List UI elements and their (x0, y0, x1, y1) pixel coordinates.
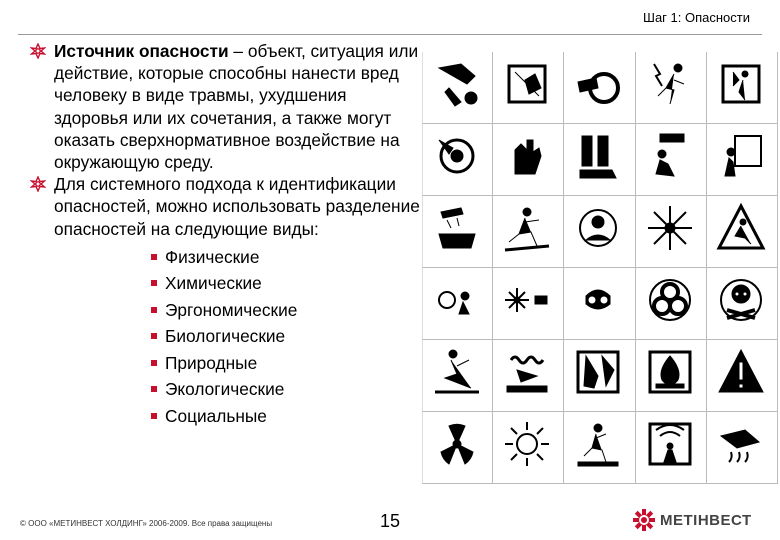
square-bullet-icon (151, 307, 157, 313)
hazard-pictogram-cell (636, 52, 707, 124)
definition-term: Источник опасности (54, 41, 229, 61)
flammable-icon (644, 346, 696, 398)
corrosive-icon (431, 202, 483, 254)
hazard-pictogram-cell (636, 412, 707, 484)
poison-skull-icon (715, 274, 767, 326)
list-item (151, 376, 420, 403)
crush-hazard-icon (431, 58, 483, 110)
square-bullet-icon (151, 280, 157, 286)
laser-beam-icon (501, 274, 553, 326)
list-item (151, 297, 420, 324)
header-divider (18, 34, 762, 35)
bullet-classification (30, 173, 420, 240)
eye-protection-icon (572, 274, 624, 326)
hand-roller-icon (572, 58, 624, 110)
cut-hazard-icon (572, 346, 624, 398)
hazard-pictogram-cell (636, 340, 707, 412)
trip-hazard-icon (431, 346, 483, 398)
laser-icon (431, 274, 483, 326)
square-bullet-icon (151, 254, 157, 260)
hazard-pictogram-cell (422, 340, 493, 412)
hazard-pictogram-cell (493, 52, 564, 124)
list-item (151, 270, 420, 297)
page-number: 15 (380, 511, 401, 531)
hazard-pictogram-cell (564, 412, 635, 484)
list-item (151, 350, 420, 377)
hazard-pictogram-cell (493, 412, 564, 484)
hand-pinch-icon (501, 130, 553, 182)
hazard-pictogram-cell (707, 340, 778, 412)
hazard-pictogram-cell (636, 124, 707, 196)
hazard-pictogram-cell (493, 196, 564, 268)
hazard-pictogram-cell (707, 196, 778, 268)
hazard-pictogram-cell (707, 124, 778, 196)
hazard-pictogram-cell (422, 268, 493, 340)
hazard-pictogram-cell (636, 268, 707, 340)
list-item (151, 244, 420, 271)
hazard-pictogram-cell (564, 340, 635, 412)
hazard-pictogram-cell (493, 124, 564, 196)
hazard-pictogram-cell (564, 124, 635, 196)
hazard-type-list (30, 244, 420, 430)
hazard-pictogram-cell (422, 52, 493, 124)
hand-entanglement-icon (501, 58, 553, 110)
page-title: Шаг 1: Опасности (643, 10, 750, 25)
hazard-type-label: Биологические (165, 326, 286, 347)
definition-text: – объект, ситуация или действие, которые способны нанести вред человеку в виде травмы, ухудшения здоровья или их сочетания, а также могут оказать сверхнормативное воздействие на окружающую среду. (54, 41, 419, 173)
wet-floor-icon (715, 202, 767, 254)
hazard-type-label: Эргономические (165, 299, 298, 320)
gear-entanglement-icon (431, 130, 483, 182)
hazard-pictogram-cell (707, 52, 778, 124)
radiation-icon (431, 418, 483, 470)
hazard-type-label: Природные (165, 352, 258, 373)
square-bullet-icon (151, 333, 157, 339)
hazard-pictogram-cell (636, 196, 707, 268)
hazard-icon-grid (422, 52, 778, 484)
general-warning-icon (715, 346, 767, 398)
hazard-type-label: Экологические (165, 379, 285, 400)
confined-space-icon (572, 418, 624, 470)
high-voltage-icon (715, 58, 767, 110)
hazard-pictogram-cell (564, 196, 635, 268)
hazard-pictogram-cell (564, 52, 635, 124)
toxic-gas-icon (572, 202, 624, 254)
hazard-type-label: Химические (165, 273, 262, 294)
hazard-pictogram-cell (564, 268, 635, 340)
square-bullet-icon (151, 360, 157, 366)
company-logo (632, 508, 752, 532)
hazard-type-label: Физические (165, 246, 260, 267)
foot-crush-icon (572, 130, 624, 182)
non-ionizing-radiation-icon (644, 418, 696, 470)
falling-load-icon (715, 130, 767, 182)
hazard-pictogram-cell (493, 340, 564, 412)
square-bullet-icon (151, 386, 157, 392)
hazard-pictogram-cell (422, 196, 493, 268)
hot-surface-icon (501, 346, 553, 398)
explosive-icon (644, 202, 696, 254)
uv-radiation-icon (501, 418, 553, 470)
hot-liquid-icon (715, 418, 767, 470)
hazard-pictogram-cell (707, 412, 778, 484)
electric-shock-icon (644, 58, 696, 110)
biohazard-icon (644, 274, 696, 326)
hazard-pictogram-cell (493, 268, 564, 340)
hazard-pictogram-cell (707, 268, 778, 340)
bullet-definition (30, 40, 420, 173)
flower-bullet-icon (30, 176, 46, 192)
falling-object-icon (644, 130, 696, 182)
list-item (151, 403, 420, 430)
content-text (30, 40, 420, 429)
copyright-notice: © ООО «МЕТИНВЕСТ ХОЛДИНГ» 2006-2009. Все права защищены (20, 519, 273, 528)
logo-wordmark: МЕТІНВЕСТ (660, 511, 752, 529)
flower-bullet-icon (30, 43, 46, 59)
list-item (151, 323, 420, 350)
hazard-type-label: Социальные (165, 405, 267, 426)
slip-hazard-icon (501, 202, 553, 254)
hazard-pictogram-cell (422, 412, 493, 484)
square-bullet-icon (151, 413, 157, 419)
classification-text: Для системного подхода к идентификации опасностей, можно использовать разделение опасностей на следующие виды: (54, 174, 420, 239)
logo-emblem-icon (632, 508, 656, 532)
hazard-pictogram-cell (422, 124, 493, 196)
